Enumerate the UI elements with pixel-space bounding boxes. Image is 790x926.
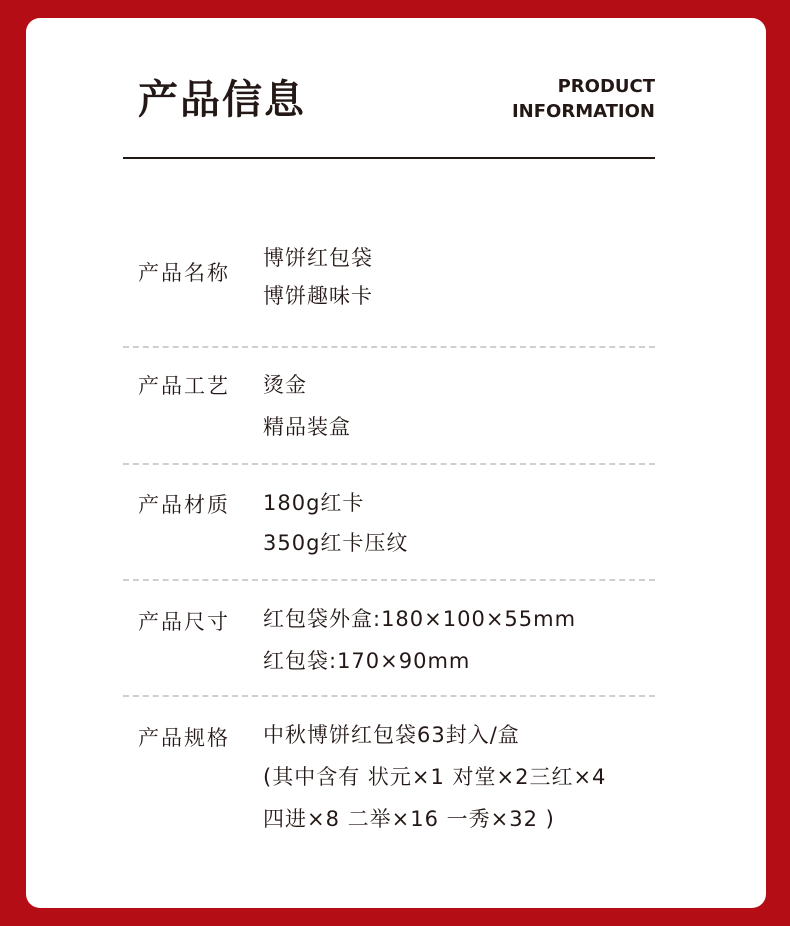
row-values [263, 714, 606, 840]
row-label: 产品工艺 [138, 374, 230, 398]
row-value: (其中含有 状元×1 对堂×2三红×4 [263, 765, 607, 789]
info-card [26, 18, 766, 908]
row-values [263, 598, 576, 682]
row-value: 博饼趣味卡 [263, 284, 373, 308]
row-value: 四进×8 二举×16 一秀×32 ) [263, 807, 555, 831]
row-label: 产品尺寸 [138, 610, 230, 634]
page-title: 产品信息 [138, 77, 306, 123]
row-value: 红包袋外盒:180×100×55mm [263, 607, 577, 631]
row-values [263, 483, 408, 563]
row-label: 产品规格 [138, 726, 230, 750]
row-value: 180g红卡 [263, 491, 365, 515]
row-value: 博饼红包袋 [263, 246, 373, 270]
row-value: 红包袋:170×90mm [263, 649, 471, 673]
row-value: 350g红卡压纹 [263, 531, 409, 555]
row-values [263, 364, 351, 448]
row-values [263, 239, 373, 315]
row-label: 产品名称 [138, 261, 230, 285]
row-divider [123, 463, 655, 465]
row-divider [123, 579, 655, 581]
row-divider [123, 346, 655, 348]
english-title [512, 74, 655, 124]
title-underline [123, 157, 655, 159]
english-title-line2: INFORMATION [511, 101, 655, 122]
row-label: 产品材质 [138, 493, 230, 517]
row-value: 中秋博饼红包袋63封入/盒 [263, 723, 520, 747]
row-value: 精品装盒 [263, 415, 351, 439]
english-title-line1: PRODUCT [557, 76, 655, 97]
row-divider [123, 695, 655, 697]
row-value: 烫金 [263, 373, 307, 397]
